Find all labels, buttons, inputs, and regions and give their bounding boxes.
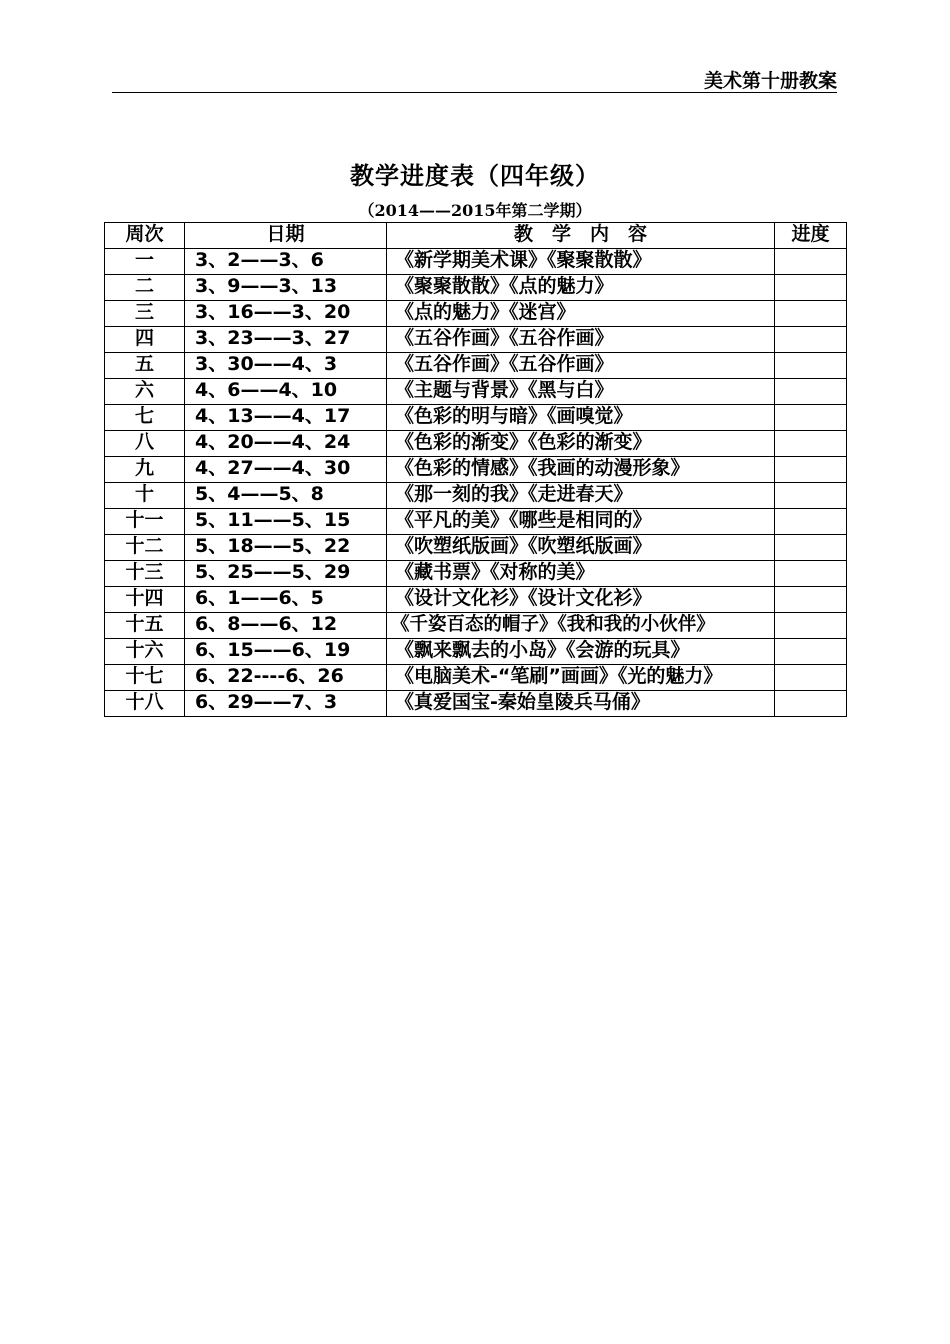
table-row xyxy=(105,509,847,535)
date-cell: 3、30——4、3 xyxy=(185,353,387,379)
document-header: 美术第十册教案 xyxy=(703,70,837,92)
table-row xyxy=(105,405,847,431)
header-divider xyxy=(112,92,837,93)
table-row xyxy=(105,535,847,561)
content-cell: 《聚聚散散》《点的魅力》 xyxy=(387,275,775,301)
date-cell: 6、15——6、19 xyxy=(185,639,387,665)
table-row xyxy=(105,457,847,483)
content-cell: 《设计文化衫》《设计文化衫》 xyxy=(387,587,775,613)
content-cell: 《吹塑纸版画》《吹塑纸版画》 xyxy=(387,535,775,561)
schedule-table-body xyxy=(105,249,847,717)
content-cell: 《色彩的情感》《我画的动漫形象》 xyxy=(387,457,775,483)
schedule-table xyxy=(104,222,847,717)
table-row xyxy=(105,639,847,665)
date-cell: 5、11——5、15 xyxy=(185,509,387,535)
table-row xyxy=(105,665,847,691)
progress-cell xyxy=(775,379,847,405)
date-cell: 3、2——3、6 xyxy=(185,249,387,275)
date-cell: 4、13——4、17 xyxy=(185,405,387,431)
table-row xyxy=(105,379,847,405)
progress-cell xyxy=(775,561,847,587)
week-cell: 一 xyxy=(105,249,185,275)
date-cell: 6、8——6、12 xyxy=(185,613,387,639)
column-header-date: 日期 xyxy=(185,223,387,249)
progress-cell xyxy=(775,431,847,457)
week-cell: 五 xyxy=(105,353,185,379)
week-cell: 七 xyxy=(105,405,185,431)
table-row xyxy=(105,691,847,717)
column-header-week: 周次 xyxy=(105,223,185,249)
content-cell: 《色彩的明与暗》《画嗅觉》 xyxy=(387,405,775,431)
column-header-content: 教 学 内 容 xyxy=(387,223,775,249)
progress-cell xyxy=(775,639,847,665)
date-cell: 6、29——7、3 xyxy=(185,691,387,717)
week-cell: 十 xyxy=(105,483,185,509)
date-cell: 6、1——6、5 xyxy=(185,587,387,613)
progress-cell xyxy=(775,275,847,301)
content-cell: 《五谷作画》《五谷作画》 xyxy=(387,353,775,379)
content-cell: 《五谷作画》《五谷作画》 xyxy=(387,327,775,353)
content-cell: 《新学期美术课》《聚聚散散》 xyxy=(387,249,775,275)
progress-cell xyxy=(775,405,847,431)
date-cell: 3、9——3、13 xyxy=(185,275,387,301)
progress-cell xyxy=(775,691,847,717)
page-subtitle: （2014——2015年第二学期） xyxy=(358,201,592,220)
table-row xyxy=(105,353,847,379)
progress-cell xyxy=(775,613,847,639)
date-cell: 4、6——4、10 xyxy=(185,379,387,405)
content-cell: 《平凡的美》《哪些是相同的》 xyxy=(387,509,775,535)
week-cell: 十八 xyxy=(105,691,185,717)
table-row xyxy=(105,431,847,457)
table-row xyxy=(105,249,847,275)
progress-cell xyxy=(775,535,847,561)
week-cell: 十二 xyxy=(105,535,185,561)
content-cell: 《主题与背景》《黑与白》 xyxy=(387,379,775,405)
progress-cell xyxy=(775,353,847,379)
progress-cell xyxy=(775,249,847,275)
table-row xyxy=(105,613,847,639)
week-cell: 四 xyxy=(105,327,185,353)
table-row xyxy=(105,301,847,327)
schedule-table-header xyxy=(105,223,847,249)
column-header-progress: 进度 xyxy=(775,223,847,249)
page-title: 教学进度表（四年级） xyxy=(350,161,600,190)
content-cell: 《飘来飘去的小岛》《会游的玩具》 xyxy=(387,639,775,665)
content-cell: 《点的魅力》《迷宫》 xyxy=(387,301,775,327)
table-row xyxy=(105,275,847,301)
progress-cell xyxy=(775,665,847,691)
progress-cell xyxy=(775,457,847,483)
progress-cell xyxy=(775,483,847,509)
week-cell: 九 xyxy=(105,457,185,483)
week-cell: 十四 xyxy=(105,587,185,613)
week-cell: 十六 xyxy=(105,639,185,665)
week-cell: 六 xyxy=(105,379,185,405)
date-cell: 3、23——3、27 xyxy=(185,327,387,353)
progress-cell xyxy=(775,301,847,327)
progress-cell xyxy=(775,327,847,353)
week-cell: 二 xyxy=(105,275,185,301)
date-cell: 5、18——5、22 xyxy=(185,535,387,561)
content-cell: 《电脑美术-“笔刷”画画》《光的魅力》 xyxy=(387,665,775,691)
progress-cell xyxy=(775,509,847,535)
week-cell: 三 xyxy=(105,301,185,327)
content-cell: 《真爱国宝-秦始皇陵兵马俑》 xyxy=(387,691,775,717)
content-cell: 《色彩的渐变》《色彩的渐变》 xyxy=(387,431,775,457)
date-cell: 5、25——5、29 xyxy=(185,561,387,587)
content-cell: 《藏书票》《对称的美》 xyxy=(387,561,775,587)
date-cell: 4、20——4、24 xyxy=(185,431,387,457)
date-cell: 5、4——5、8 xyxy=(185,483,387,509)
content-cell: 《千姿百态的帽子》《我和我的小伙伴》 xyxy=(387,613,775,639)
week-cell: 十三 xyxy=(105,561,185,587)
week-cell: 十七 xyxy=(105,665,185,691)
week-cell: 八 xyxy=(105,431,185,457)
content-cell: 《那一刻的我》《走进春天》 xyxy=(387,483,775,509)
week-cell: 十一 xyxy=(105,509,185,535)
table-row xyxy=(105,561,847,587)
progress-cell xyxy=(775,587,847,613)
week-cell: 十五 xyxy=(105,613,185,639)
table-row xyxy=(105,483,847,509)
header-row xyxy=(105,223,847,249)
date-cell: 3、16——3、20 xyxy=(185,301,387,327)
table-row xyxy=(105,587,847,613)
date-cell: 4、27——4、30 xyxy=(185,457,387,483)
date-cell: 6、22----6、26 xyxy=(185,665,387,691)
table-row xyxy=(105,327,847,353)
